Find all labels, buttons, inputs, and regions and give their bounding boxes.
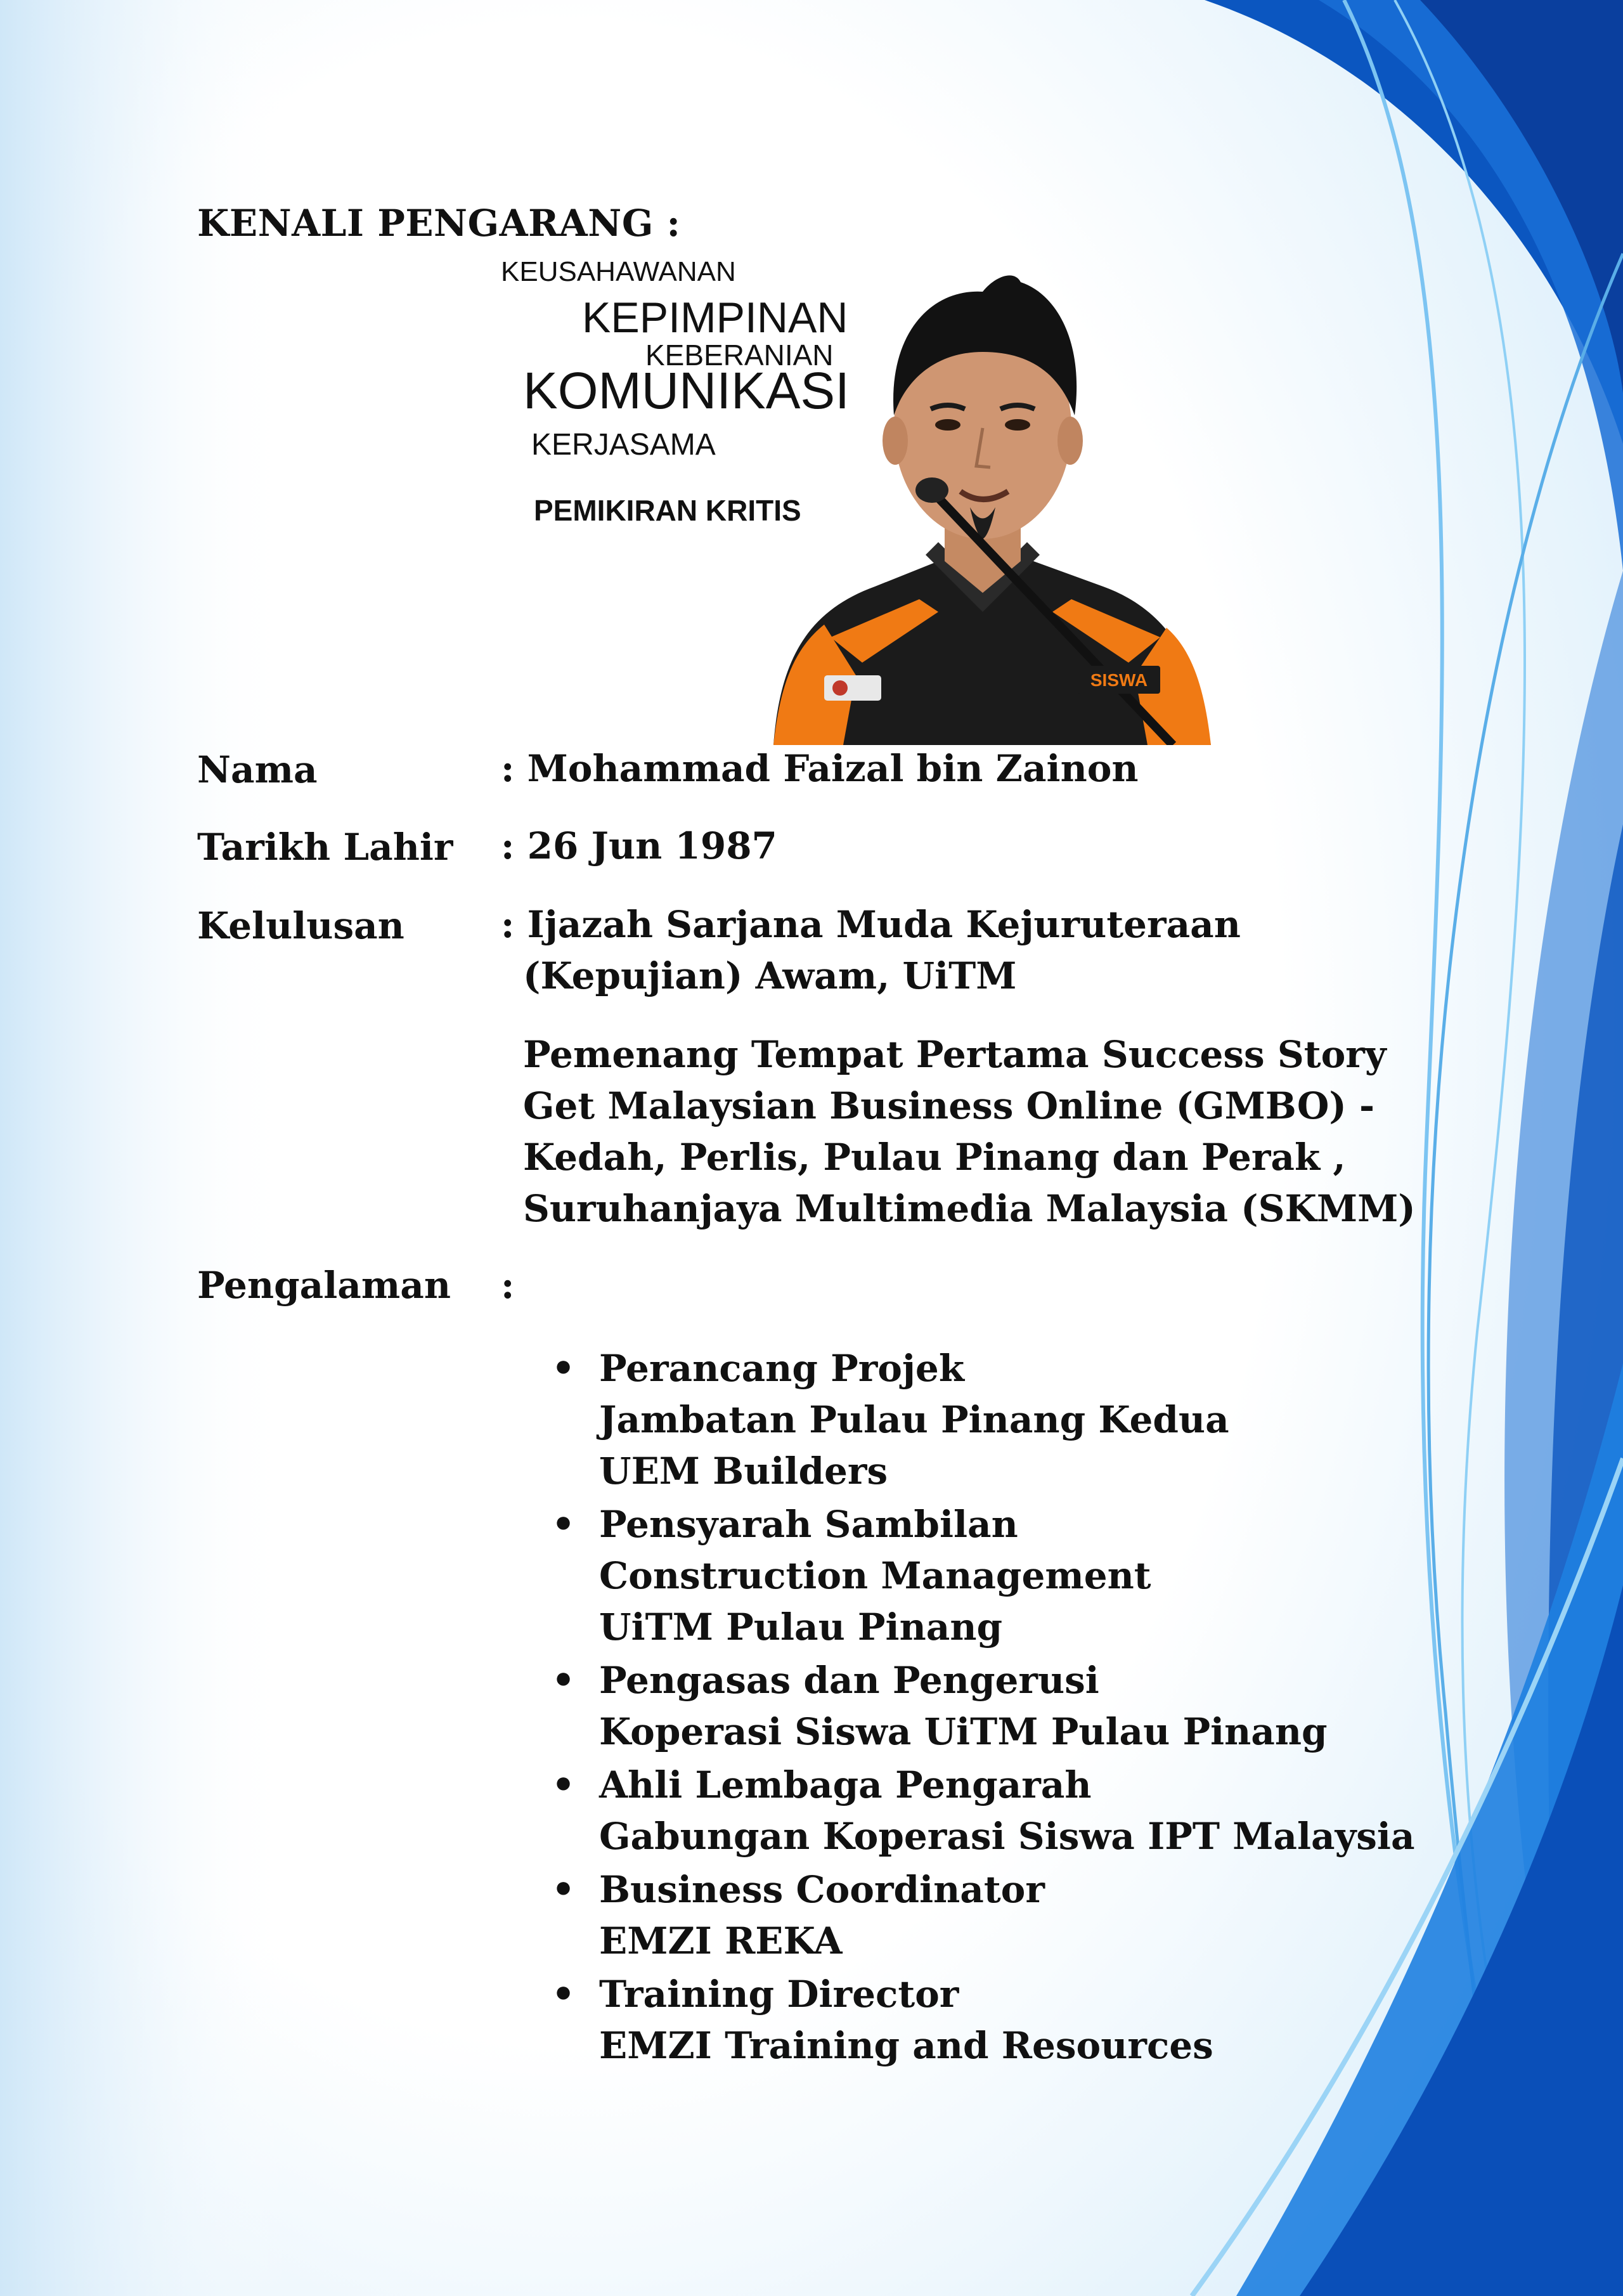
experience-organization: UEM Builders xyxy=(599,1450,888,1493)
bullet: • xyxy=(552,1659,576,1702)
experience-role: Perancang Projek xyxy=(599,1347,965,1390)
experience-list xyxy=(545,1343,1415,2073)
bullet: • xyxy=(552,1868,576,1911)
shirt-logo-text: SISWA xyxy=(1090,670,1148,690)
award-line2: Get Malaysian Business Online (GMBO) - xyxy=(523,1084,1375,1127)
bullet: • xyxy=(552,1347,576,1390)
list-item xyxy=(545,1343,1415,1497)
image-word-keberanian: KEBERANIAN xyxy=(645,339,834,372)
list-item xyxy=(545,1760,1415,1862)
nama-value: : Mohammad Faizal bin Zainon xyxy=(501,747,1139,790)
list-item xyxy=(545,1969,1415,2072)
list-item xyxy=(545,1864,1415,1967)
nama-label: Nama xyxy=(197,748,318,791)
image-word-komunikasi: KOMUNIKASI xyxy=(523,362,850,420)
award-line4: Suruhanjaya Multimedia Malaysia (SKMM) xyxy=(523,1187,1416,1230)
kelulusan-line1: : Ijazah Sarjana Muda Kejuruteraan xyxy=(501,903,1241,946)
kelulusan-label: Kelulusan xyxy=(197,904,404,947)
experience-detail: Construction Management xyxy=(599,1554,1151,1597)
list-item xyxy=(545,1499,1415,1653)
experience-role: Pengasas dan Pengerusi xyxy=(599,1659,1099,1702)
experience-organization: Koperasi Siswa UiTM Pulau Pinang xyxy=(599,1710,1328,1753)
image-word-kerjasama: KERJASAMA xyxy=(531,428,716,462)
experience-detail: Jambatan Pulau Pinang Kedua xyxy=(599,1398,1229,1441)
bullet: • xyxy=(552,1503,576,1546)
experience-role: Ahli Lembaga Pengarah xyxy=(599,1763,1092,1806)
experience-organization: EMZI Training and Resources xyxy=(599,2024,1213,2067)
experience-organization: Gabungan Koperasi Siswa IPT Malaysia xyxy=(599,1815,1415,1858)
experience-role: Pensyarah Sambilan xyxy=(599,1503,1018,1546)
tarikh-lahir-label: Tarikh Lahir xyxy=(197,826,453,869)
experience-role: Business Coordinator xyxy=(599,1868,1045,1911)
award-line1: Pemenang Tempat Pertama Success Story xyxy=(523,1033,1387,1076)
pengalaman-label: Pengalaman xyxy=(197,1264,451,1307)
author-photo xyxy=(729,257,1230,745)
pengalaman-colon: : xyxy=(501,1264,515,1307)
list-item xyxy=(545,1655,1415,1758)
image-word-kepimpinan: KEPIMPINAN xyxy=(582,294,848,342)
kelulusan-line2: (Kepujian) Awam, UiTM xyxy=(523,954,1017,997)
bullet: • xyxy=(552,1973,576,2016)
experience-organization: UiTM Pulau Pinang xyxy=(599,1605,1003,1649)
page-heading: KENALI PENGARANG : xyxy=(197,202,681,245)
experience-organization: EMZI REKA xyxy=(599,1919,843,1962)
image-word-pemikiran-kritis: PEMIKIRAN KRITIS xyxy=(534,494,801,527)
bullet: • xyxy=(552,1763,576,1806)
experience-role: Training Director xyxy=(599,1973,959,2016)
image-word-keusahawanan: KEUSAHAWANAN xyxy=(501,256,736,287)
award-line3: Kedah, Perlis, Pulau Pinang dan Perak , xyxy=(523,1136,1346,1179)
tarikh-lahir-value: : 26 Jun 1987 xyxy=(501,824,777,867)
